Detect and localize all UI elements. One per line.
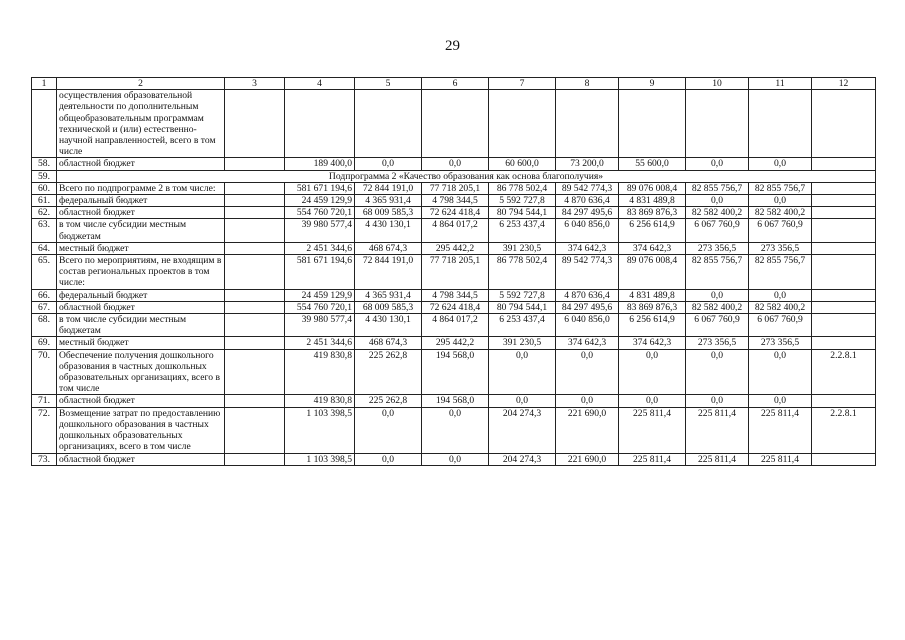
row-number: 66.: [32, 289, 57, 301]
page-number: 29: [445, 38, 460, 54]
value-cell-9: 4 831 489,8: [619, 289, 686, 301]
row-number: 72.: [32, 407, 57, 453]
row-col3: [225, 407, 285, 453]
value-cell-6: 4 864 017,2: [422, 219, 489, 242]
table-body: [32, 78, 876, 466]
row-name: осуществления образовательной деятельности по дополнительным общеобразовательным программам технической и (или) естественно-научной направленностей, всего в том числе: [57, 90, 225, 158]
value-cell-10: 273 356,5: [686, 337, 749, 349]
header-row: [32, 78, 876, 90]
value-cell-5: 68 009 585,3: [355, 301, 422, 313]
value-cell-9: 374 642,3: [619, 337, 686, 349]
row-name: в том числе субсидии местным бюджетам: [57, 219, 225, 242]
value-cell-4: 581 671 194,6: [285, 182, 355, 194]
header-cell-10: 10: [686, 78, 749, 90]
value-cell-8: 6 040 856,0: [556, 314, 619, 337]
value-cell-6: 0,0: [422, 158, 489, 170]
value-cell-10: 0,0: [686, 158, 749, 170]
value-cell-4: 1 103 398,5: [285, 407, 355, 453]
row-code: [812, 219, 876, 242]
value-cell-11: 82 582 400,2: [749, 207, 812, 219]
value-cell-8: 4 870 636,4: [556, 195, 619, 207]
value-cell-9: 225 811,4: [619, 407, 686, 453]
value-cell-5: 0,0: [355, 158, 422, 170]
value-cell-4: [285, 90, 355, 158]
value-cell-8: 4 870 636,4: [556, 289, 619, 301]
row-number: 71.: [32, 395, 57, 407]
value-cell-9: 0,0: [619, 349, 686, 395]
value-cell-9: 89 076 008,4: [619, 255, 686, 290]
value-cell-5: 0,0: [355, 453, 422, 465]
value-cell-7: 80 794 544,1: [489, 301, 556, 313]
value-cell-6: 194 568,0: [422, 349, 489, 395]
row-col3: [225, 453, 285, 465]
row-number: 61.: [32, 195, 57, 207]
value-cell-6: 295 442,2: [422, 337, 489, 349]
header-cell-5: 5: [355, 78, 422, 90]
value-cell-4: 39 980 577,4: [285, 314, 355, 337]
value-cell-7: 0,0: [489, 395, 556, 407]
value-cell-8: 0,0: [556, 349, 619, 395]
row-col3: [225, 255, 285, 290]
value-cell-7: 391 230,5: [489, 242, 556, 254]
table-row: [32, 90, 876, 158]
value-cell-8: 221 690,0: [556, 453, 619, 465]
value-cell-7: 204 274,3: [489, 453, 556, 465]
value-cell-8: 221 690,0: [556, 407, 619, 453]
value-cell-8: [556, 90, 619, 158]
value-cell-11: 0,0: [749, 195, 812, 207]
row-name: Возмещение затрат по предоставлению дошкольного образования в частных дошкольных образовательных организациях, всего в том числе: [57, 407, 225, 453]
value-cell-8: 89 542 774,3: [556, 255, 619, 290]
row-number: 65.: [32, 255, 57, 290]
value-cell-6: 77 718 205,1: [422, 255, 489, 290]
value-cell-11: 273 356,5: [749, 337, 812, 349]
value-cell-11: 82 855 756,7: [749, 255, 812, 290]
row-name: областной бюджет: [57, 158, 225, 170]
value-cell-10: 225 811,4: [686, 407, 749, 453]
row-code: [812, 90, 876, 158]
table-row: [32, 337, 876, 349]
value-cell-10: 0,0: [686, 195, 749, 207]
value-cell-10: 6 067 760,9: [686, 219, 749, 242]
value-cell-11: 6 067 760,9: [749, 314, 812, 337]
row-code: [812, 158, 876, 170]
value-cell-5: 72 844 191,0: [355, 182, 422, 194]
value-cell-8: 73 200,0: [556, 158, 619, 170]
row-name: в том числе субсидии местным бюджетам: [57, 314, 225, 337]
row-code: [812, 453, 876, 465]
row-col3: [225, 195, 285, 207]
table-row: [32, 242, 876, 254]
value-cell-8: 0,0: [556, 395, 619, 407]
value-cell-7: 5 592 727,8: [489, 195, 556, 207]
row-col3: [225, 158, 285, 170]
value-cell-10: 82 855 756,7: [686, 255, 749, 290]
value-cell-6: 295 442,2: [422, 242, 489, 254]
value-cell-11: 0,0: [749, 349, 812, 395]
row-number: 73.: [32, 453, 57, 465]
value-cell-4: 39 980 577,4: [285, 219, 355, 242]
row-col3: [225, 337, 285, 349]
value-cell-10: 0,0: [686, 349, 749, 395]
row-number: 64.: [32, 242, 57, 254]
value-cell-9: 55 600,0: [619, 158, 686, 170]
value-cell-4: 24 459 129,9: [285, 289, 355, 301]
row-code: [812, 207, 876, 219]
value-cell-7: 60 600,0: [489, 158, 556, 170]
value-cell-9: 374 642,3: [619, 242, 686, 254]
budget-table: [31, 77, 876, 466]
header-cell-12: 12: [812, 78, 876, 90]
value-cell-5: 68 009 585,3: [355, 207, 422, 219]
value-cell-9: 225 811,4: [619, 453, 686, 465]
value-cell-4: 419 830,8: [285, 349, 355, 395]
row-number: 69.: [32, 337, 57, 349]
value-cell-10: 0,0: [686, 289, 749, 301]
value-cell-5: 225 262,8: [355, 395, 422, 407]
row-code: 2.2.8.1: [812, 407, 876, 453]
value-cell-9: 0,0: [619, 395, 686, 407]
row-name: областной бюджет: [57, 207, 225, 219]
value-cell-7: 86 778 502,4: [489, 255, 556, 290]
value-cell-10: 273 356,5: [686, 242, 749, 254]
value-cell-5: 0,0: [355, 407, 422, 453]
value-cell-5: 4 365 931,4: [355, 289, 422, 301]
row-col3: [225, 90, 285, 158]
value-cell-11: 82 855 756,7: [749, 182, 812, 194]
header-cell-4: 4: [285, 78, 355, 90]
subprogram-row: [32, 170, 876, 182]
value-cell-11: [749, 90, 812, 158]
table-row: [32, 349, 876, 395]
value-cell-10: [686, 90, 749, 158]
table-row: [32, 407, 876, 453]
value-cell-7: 6 253 437,4: [489, 219, 556, 242]
value-cell-11: 82 582 400,2: [749, 301, 812, 313]
value-cell-7: 391 230,5: [489, 337, 556, 349]
value-cell-6: 194 568,0: [422, 395, 489, 407]
table-row: [32, 255, 876, 290]
value-cell-7: [489, 90, 556, 158]
value-cell-4: 24 459 129,9: [285, 195, 355, 207]
value-cell-5: 72 844 191,0: [355, 255, 422, 290]
value-cell-9: 89 076 008,4: [619, 182, 686, 194]
row-col3: [225, 219, 285, 242]
value-cell-5: 4 365 931,4: [355, 195, 422, 207]
table-row: [32, 182, 876, 194]
row-number: 67.: [32, 301, 57, 313]
value-cell-9: 6 256 614,9: [619, 219, 686, 242]
row-col3: [225, 314, 285, 337]
value-cell-4: 554 760 720,1: [285, 301, 355, 313]
value-cell-9: 83 869 876,3: [619, 207, 686, 219]
row-number: 70.: [32, 349, 57, 395]
value-cell-8: 89 542 774,3: [556, 182, 619, 194]
value-cell-11: 225 811,4: [749, 407, 812, 453]
subprogram-title: Подпрограмма 2 «Качество образования как основа благополучия»: [57, 170, 876, 182]
value-cell-7: 0,0: [489, 349, 556, 395]
row-name: областной бюджет: [57, 301, 225, 313]
value-cell-4: 554 760 720,1: [285, 207, 355, 219]
row-number: 62.: [32, 207, 57, 219]
row-code: [812, 289, 876, 301]
table-row: [32, 289, 876, 301]
table-row: [32, 314, 876, 337]
row-code: [812, 337, 876, 349]
row-code: [812, 195, 876, 207]
value-cell-6: 0,0: [422, 407, 489, 453]
row-code: 2.2.8.1: [812, 349, 876, 395]
value-cell-11: 225 811,4: [749, 453, 812, 465]
value-cell-6: 4 798 344,5: [422, 195, 489, 207]
row-number: 59.: [32, 170, 57, 182]
value-cell-7: 5 592 727,8: [489, 289, 556, 301]
row-number: 68.: [32, 314, 57, 337]
table-row: [32, 158, 876, 170]
value-cell-7: 80 794 544,1: [489, 207, 556, 219]
value-cell-7: 6 253 437,4: [489, 314, 556, 337]
value-cell-5: 4 430 130,1: [355, 219, 422, 242]
value-cell-9: 83 869 876,3: [619, 301, 686, 313]
value-cell-10: 6 067 760,9: [686, 314, 749, 337]
value-cell-8: 84 297 495,6: [556, 301, 619, 313]
value-cell-10: 82 855 756,7: [686, 182, 749, 194]
value-cell-5: 225 262,8: [355, 349, 422, 395]
value-cell-6: 4 798 344,5: [422, 289, 489, 301]
value-cell-9: 6 256 614,9: [619, 314, 686, 337]
row-col3: [225, 207, 285, 219]
value-cell-7: 86 778 502,4: [489, 182, 556, 194]
row-number: 58.: [32, 158, 57, 170]
header-cell-11: 11: [749, 78, 812, 90]
row-name: Обеспечение получения дошкольного образования в частных дошкольных образовательных организациях, всего в том числе: [57, 349, 225, 395]
value-cell-6: 72 624 418,4: [422, 301, 489, 313]
header-cell-3: 3: [225, 78, 285, 90]
value-cell-10: 82 582 400,2: [686, 207, 749, 219]
value-cell-10: 82 582 400,2: [686, 301, 749, 313]
value-cell-11: 6 067 760,9: [749, 219, 812, 242]
value-cell-4: 581 671 194,6: [285, 255, 355, 290]
value-cell-10: 0,0: [686, 395, 749, 407]
row-col3: [225, 289, 285, 301]
row-name: федеральный бюджет: [57, 195, 225, 207]
row-code: [812, 301, 876, 313]
value-cell-6: 0,0: [422, 453, 489, 465]
value-cell-6: [422, 90, 489, 158]
row-code: [812, 395, 876, 407]
row-name: федеральный бюджет: [57, 289, 225, 301]
value-cell-10: 225 811,4: [686, 453, 749, 465]
row-name: областной бюджет: [57, 395, 225, 407]
value-cell-5: 4 430 130,1: [355, 314, 422, 337]
row-col3: [225, 182, 285, 194]
table-row: [32, 207, 876, 219]
header-cell-9: 9: [619, 78, 686, 90]
row-col3: [225, 301, 285, 313]
value-cell-11: 0,0: [749, 395, 812, 407]
row-col3: [225, 349, 285, 395]
value-cell-4: 1 103 398,5: [285, 453, 355, 465]
table-row: [32, 195, 876, 207]
row-number: 63.: [32, 219, 57, 242]
value-cell-8: 374 642,3: [556, 242, 619, 254]
row-code: [812, 314, 876, 337]
table-row: [32, 395, 876, 407]
value-cell-11: 273 356,5: [749, 242, 812, 254]
value-cell-11: 0,0: [749, 158, 812, 170]
value-cell-6: 72 624 418,4: [422, 207, 489, 219]
value-cell-6: 4 864 017,2: [422, 314, 489, 337]
row-number: 60.: [32, 182, 57, 194]
value-cell-8: 6 040 856,0: [556, 219, 619, 242]
header-cell-2: 2: [57, 78, 225, 90]
table-row: [32, 301, 876, 313]
value-cell-9: 4 831 489,8: [619, 195, 686, 207]
value-cell-4: 2 451 344,6: [285, 242, 355, 254]
row-name: Всего по мероприятиям, не входящим в состав региональных проектов в том числе:: [57, 255, 225, 290]
value-cell-11: 0,0: [749, 289, 812, 301]
row-name: местный бюджет: [57, 337, 225, 349]
value-cell-4: 419 830,8: [285, 395, 355, 407]
value-cell-5: 468 674,3: [355, 337, 422, 349]
header-cell-6: 6: [422, 78, 489, 90]
value-cell-7: 204 274,3: [489, 407, 556, 453]
value-cell-5: 468 674,3: [355, 242, 422, 254]
row-name: местный бюджет: [57, 242, 225, 254]
row-col3: [225, 242, 285, 254]
value-cell-5: [355, 90, 422, 158]
table-row: [32, 453, 876, 465]
row-code: [812, 182, 876, 194]
header-cell-7: 7: [489, 78, 556, 90]
value-cell-9: [619, 90, 686, 158]
header-cell-1: 1: [32, 78, 57, 90]
row-number: [32, 90, 57, 158]
row-name: Всего по подпрограмме 2 в том числе:: [57, 182, 225, 194]
row-code: [812, 255, 876, 290]
row-code: [812, 242, 876, 254]
header-cell-8: 8: [556, 78, 619, 90]
value-cell-6: 77 718 205,1: [422, 182, 489, 194]
value-cell-8: 374 642,3: [556, 337, 619, 349]
value-cell-4: 189 400,0: [285, 158, 355, 170]
value-cell-4: 2 451 344,6: [285, 337, 355, 349]
table-row: [32, 219, 876, 242]
row-col3: [225, 395, 285, 407]
row-name: областной бюджет: [57, 453, 225, 465]
value-cell-8: 84 297 495,6: [556, 207, 619, 219]
